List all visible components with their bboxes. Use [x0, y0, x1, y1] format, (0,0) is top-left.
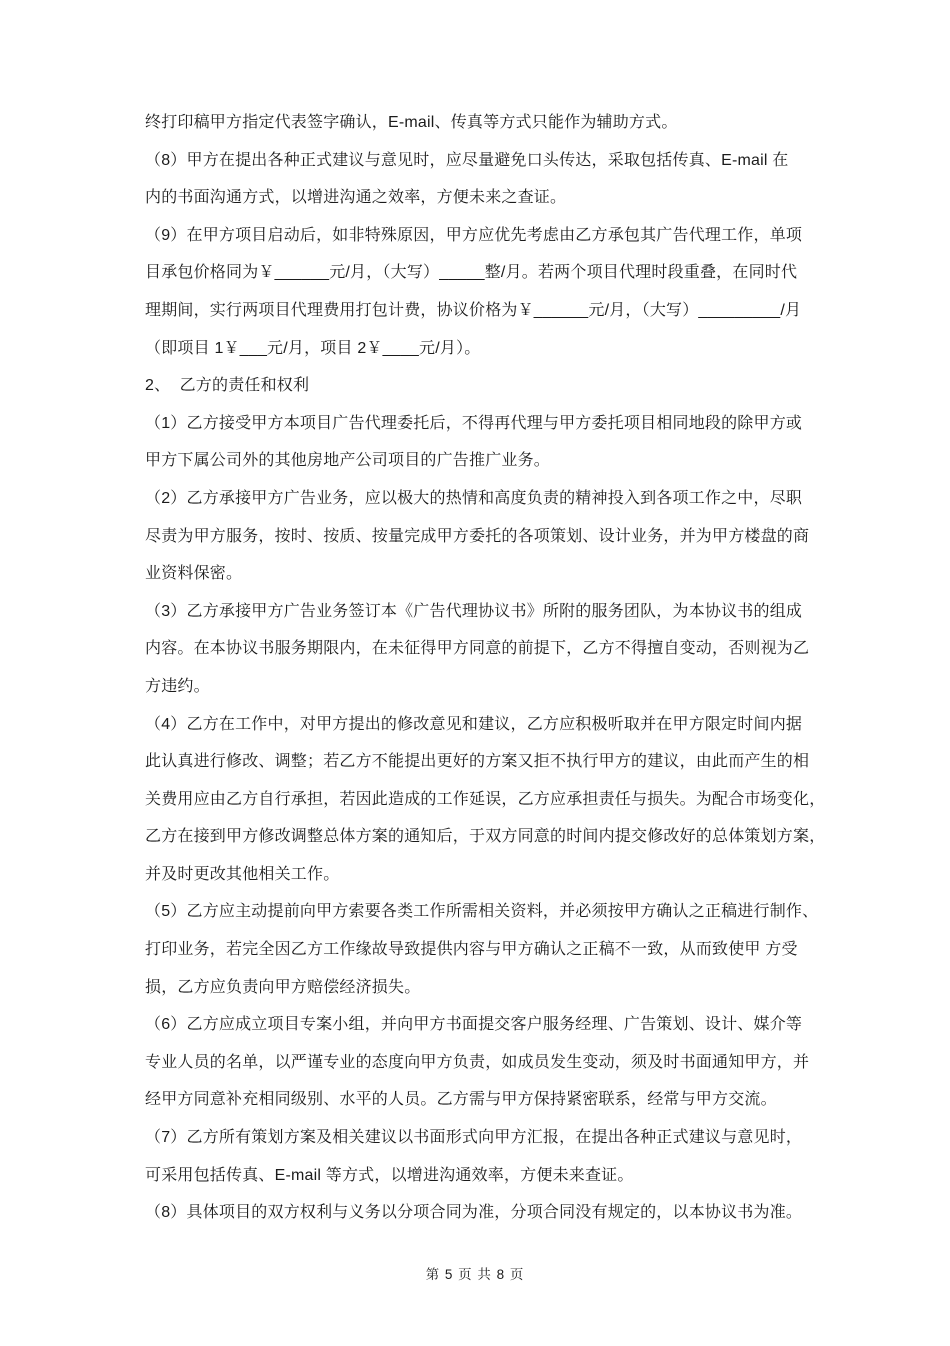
- document-body: [145, 104, 825, 1232]
- document-line: （8）具体项目的双方权利与义务以分项合同为准，分项合同没有规定的，以本协议书为准。: [145, 1204, 803, 1222]
- page-number: 第 5 页 共 8 页: [425, 1267, 525, 1282]
- page-footer: [0, 1263, 950, 1284]
- document-line: 此认真进行修改、调整；若乙方不能提出更好的方案又拒不执行甲方的建议，由此而产生的相: [145, 753, 810, 771]
- document-line-fill-in-blank: 理期间，实行两项目代理费用打包计费，协议价格为￥______元/月，（大写）_________/月: [145, 301, 802, 319]
- document-line: 内容。在本协议书服务期限内，在未征得甲方同意的前提下，乙方不得擅自变动，否则视为乙: [145, 640, 810, 658]
- document-line: 方违约。: [145, 677, 210, 695]
- document-line: （5）乙方应主动提前向甲方索要各类工作所需相关资料，并必须按甲方确认之正稿进行制作、: [145, 903, 819, 921]
- document-line: 内的书面沟通方式，以增进沟通之效率，方便未来之查证。: [145, 189, 567, 207]
- document-line: 可采用包括传真、E-mail 等方式，以增进沟通效率，方便未来查证。: [145, 1166, 634, 1184]
- document-line: 并及时更改其他相关工作。: [145, 865, 340, 883]
- section-heading: 2、 乙方的责任和权利: [145, 377, 310, 395]
- document-line: 专业人员的名单，以严谨专业的态度向甲方负责，如成员发生变动，须及时书面通知甲方，并: [145, 1053, 810, 1071]
- document-line: （8）甲方在提出各种正式建议与意见时，应尽量避免口头传达，采取包括传真、E-mail 在: [145, 151, 789, 169]
- document-line: 尽责为甲方服务，按时、按质、按量完成甲方委托的各项策划、设计业务，并为甲方楼盘的商: [145, 527, 810, 545]
- document-line: 业资料保密。: [145, 565, 243, 583]
- document-line: 乙方在接到甲方修改调整总体方案的通知后，于双方同意的时间内提交修改好的总体策划方案，: [145, 828, 826, 846]
- document-line: （9）在甲方项目启动后，如非特殊原因，甲方应优先考虑由乙方承包其广告代理工作，单项: [145, 226, 803, 244]
- document-line: （2）乙方承接甲方广告业务，应以极大的热情和高度负责的精神投入到各项工作之中，尽职: [145, 489, 803, 507]
- document-line: （6）乙方应成立项目专案小组，并向甲方书面提交客户服务经理、广告策划、设计、媒介等: [145, 1016, 803, 1034]
- document-line: （1）乙方接受甲方本项目广告代理委托后，不得再代理与甲方委托项目相同地段的除甲方或: [145, 414, 803, 432]
- document-line: 甲方下属公司外的其他房地产公司项目的广告推广业务。: [145, 452, 551, 470]
- document-line: （4）乙方在工作中，对甲方提出的修改意见和建议，乙方应积极听取并在甲方限定时间内据: [145, 715, 803, 733]
- document-line: 打印业务，若完全因乙方工作缘故导致提供内容与甲方确认之正稿不一致，从而致使甲 方受: [145, 941, 798, 959]
- document-line: 经甲方同意补充相同级别、水平的人员。乙方需与甲方保持紧密联系，经常与甲方交流。: [145, 1091, 777, 1109]
- document-line-fill-in-blank: 目承包价格同为￥______元/月，（大写）_____整/月。若两个项目代理时段重叠，在同时代: [145, 264, 798, 282]
- document-line: 关费用应由乙方自行承担，若因此造成的工作延误，乙方应承担责任与损失。为配合市场变化，: [145, 790, 826, 808]
- document-line: （7）乙方所有策划方案及相关建议以书面形式向甲方汇报，在提出各种正式建议与意见时，: [145, 1129, 803, 1147]
- document-line: 损，乙方应负责向甲方赔偿经济损失。: [145, 978, 421, 996]
- document-line-fill-in-blank: （即项目 1￥___元/月，项目 2￥____元/月）。: [145, 339, 481, 357]
- document-line: 终打印稿甲方指定代表签字确认，E-mail、传真等方式只能作为辅助方式。: [145, 114, 678, 131]
- document-line: （3）乙方承接甲方广告业务签订本《广告代理协议书》所附的服务团队，为本协议书的组成: [145, 602, 803, 620]
